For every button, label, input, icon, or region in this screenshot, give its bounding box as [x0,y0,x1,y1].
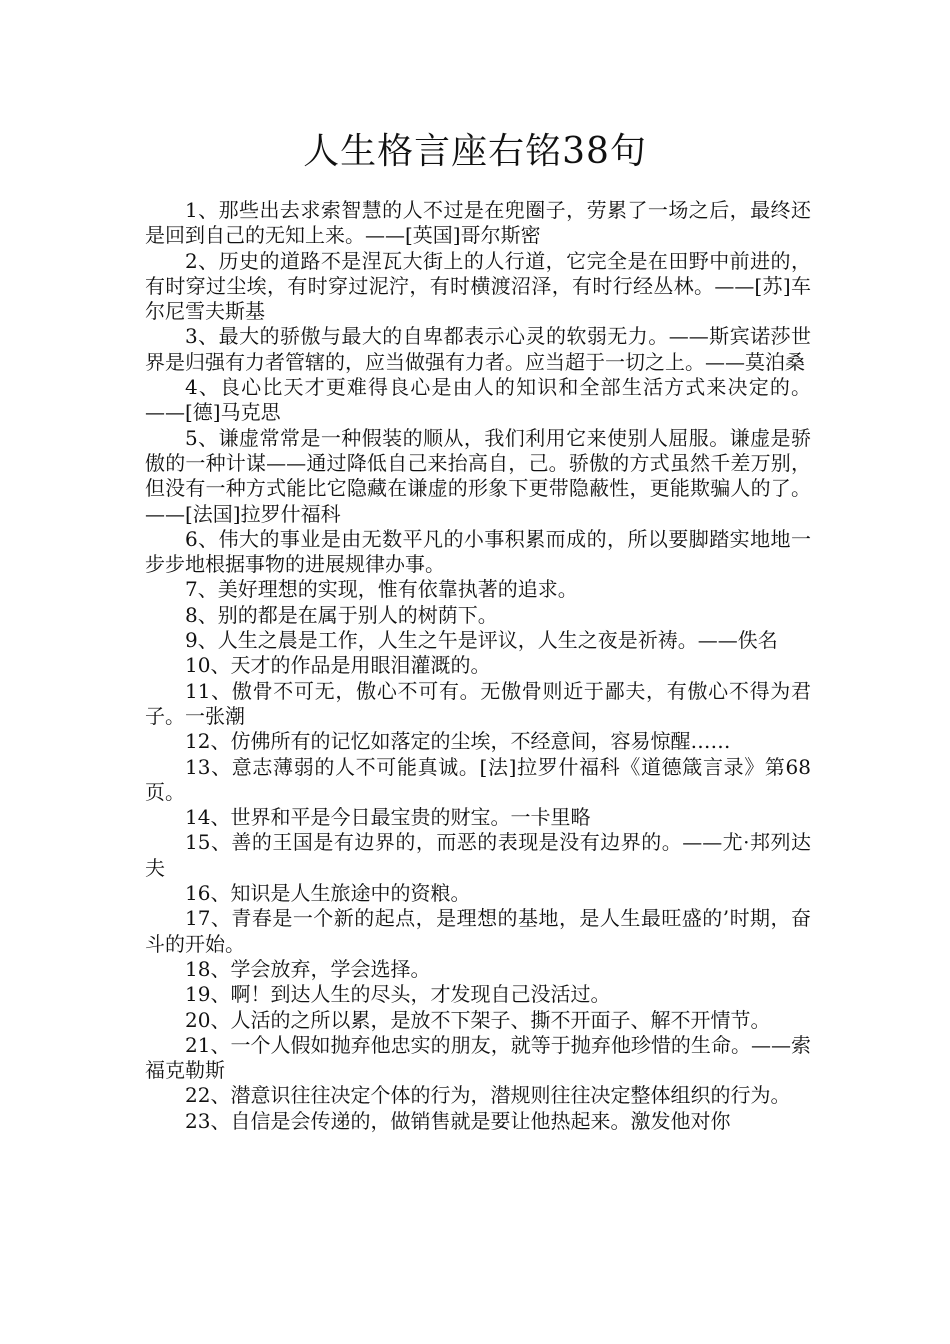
quote-item: 7、美好理想的实现，惟有依靠执著的追求。 [185,577,578,602]
quote-item: 9、人生之晨是工作，人生之午是评议，人生之夜是祈祷。——佚名 [185,628,778,653]
quote-item: 10、天才的作品是用眼泪灌溉的。 [185,653,491,678]
document-title: 人生格言座右铭38句 [303,131,647,172]
quote-item: 16、知识是人生旅途中的资粮。 [185,881,471,906]
quote-item: 17、青春是一个新的起点，是理想的基地，是人生最旺盛的’时期，奋斗的开始。 [145,906,811,956]
quote-list [145,198,811,1134]
quote-item: 3、最大的骄傲与最大的自卑都表示心灵的软弱无力。——斯宾诺莎世界是归强有力者管辖的，应当做强有力者。应当超于一切之上。——莫泊桑 [145,324,811,374]
quote-item: 8、别的都是在属于别人的树荫下。 [185,602,498,627]
quote-item: 6、伟大的事业是由无数平凡的小事积累而成的，所以要脚踏实地地一步步地根据事物的进展规律办事。 [145,526,811,577]
quote-item: 21、一个人假如抛弃他忠实的朋友，就等于抛弃他珍惜的生命。——索福克勒斯 [145,1032,811,1083]
quote-item: 2、历史的道路不是涅瓦大街上的人行道，它完全是在田野中前进的，有时穿过尘埃，有时穿过泥泞，有时横渡沼泽，有时行经丛林。——[苏]车尔尼雪夫斯基 [145,248,811,324]
quote-item: 18、学会放弃，学会选择。 [185,956,431,981]
quote-item: 23、自信是会传递的，做销售就是要让他热起来。激发他对你 [185,1108,731,1133]
quote-item: 11、傲骨不可无，傲心不可有。无傲骨则近于鄙夫，有傲心不得为君子。一张潮 [145,678,811,728]
quote-item: 15、善的王国是有边界的，而恶的表现是没有边界的。——尤·邦列达夫 [145,830,811,880]
quote-item: 20、人活的之所以累，是放不下架子、撕不开面子、解不开情节。 [185,1007,771,1032]
quote-item: 22、潜意识往往决定个体的行为，潜规则往往决定整体组织的行为。 [185,1083,791,1108]
quote-item: 4、良心比天才更难得良心是由人的知识和全部生活方式来决定的。——[德]马克思 [145,375,811,425]
quote-item: 1、那些出去求索智慧的人不过是在兜圈子，劳累了一场之后，最终还是回到自己的无知上来。——[英国]哥尔斯密 [145,198,811,248]
quote-item: 5、谦虚常常是一种假装的顺从，我们利用它来使别人屈服。谦虚是骄傲的一种计谋——通过降低自己来抬高自，己。骄傲的方式虽然千差万别，但没有一种方式能比它隐藏在谦虚的形象下更带隐蔽性，更能欺骗人的了。——[法国]拉罗什福科 [145,425,811,526]
quote-item: 19、啊！到达人生的尽头，才发现自己没活过。 [185,982,611,1007]
quote-item: 12、仿佛所有的记忆如落定的尘埃，不经意间，容易惊醒…… [185,729,731,754]
quote-item: 14、世界和平是今日最宝贵的财宝。一卡里略 [185,805,591,830]
quote-item: 13、意志薄弱的人不可能真诚。[法]拉罗什福科《道德箴言录》第68页。 [145,754,811,804]
